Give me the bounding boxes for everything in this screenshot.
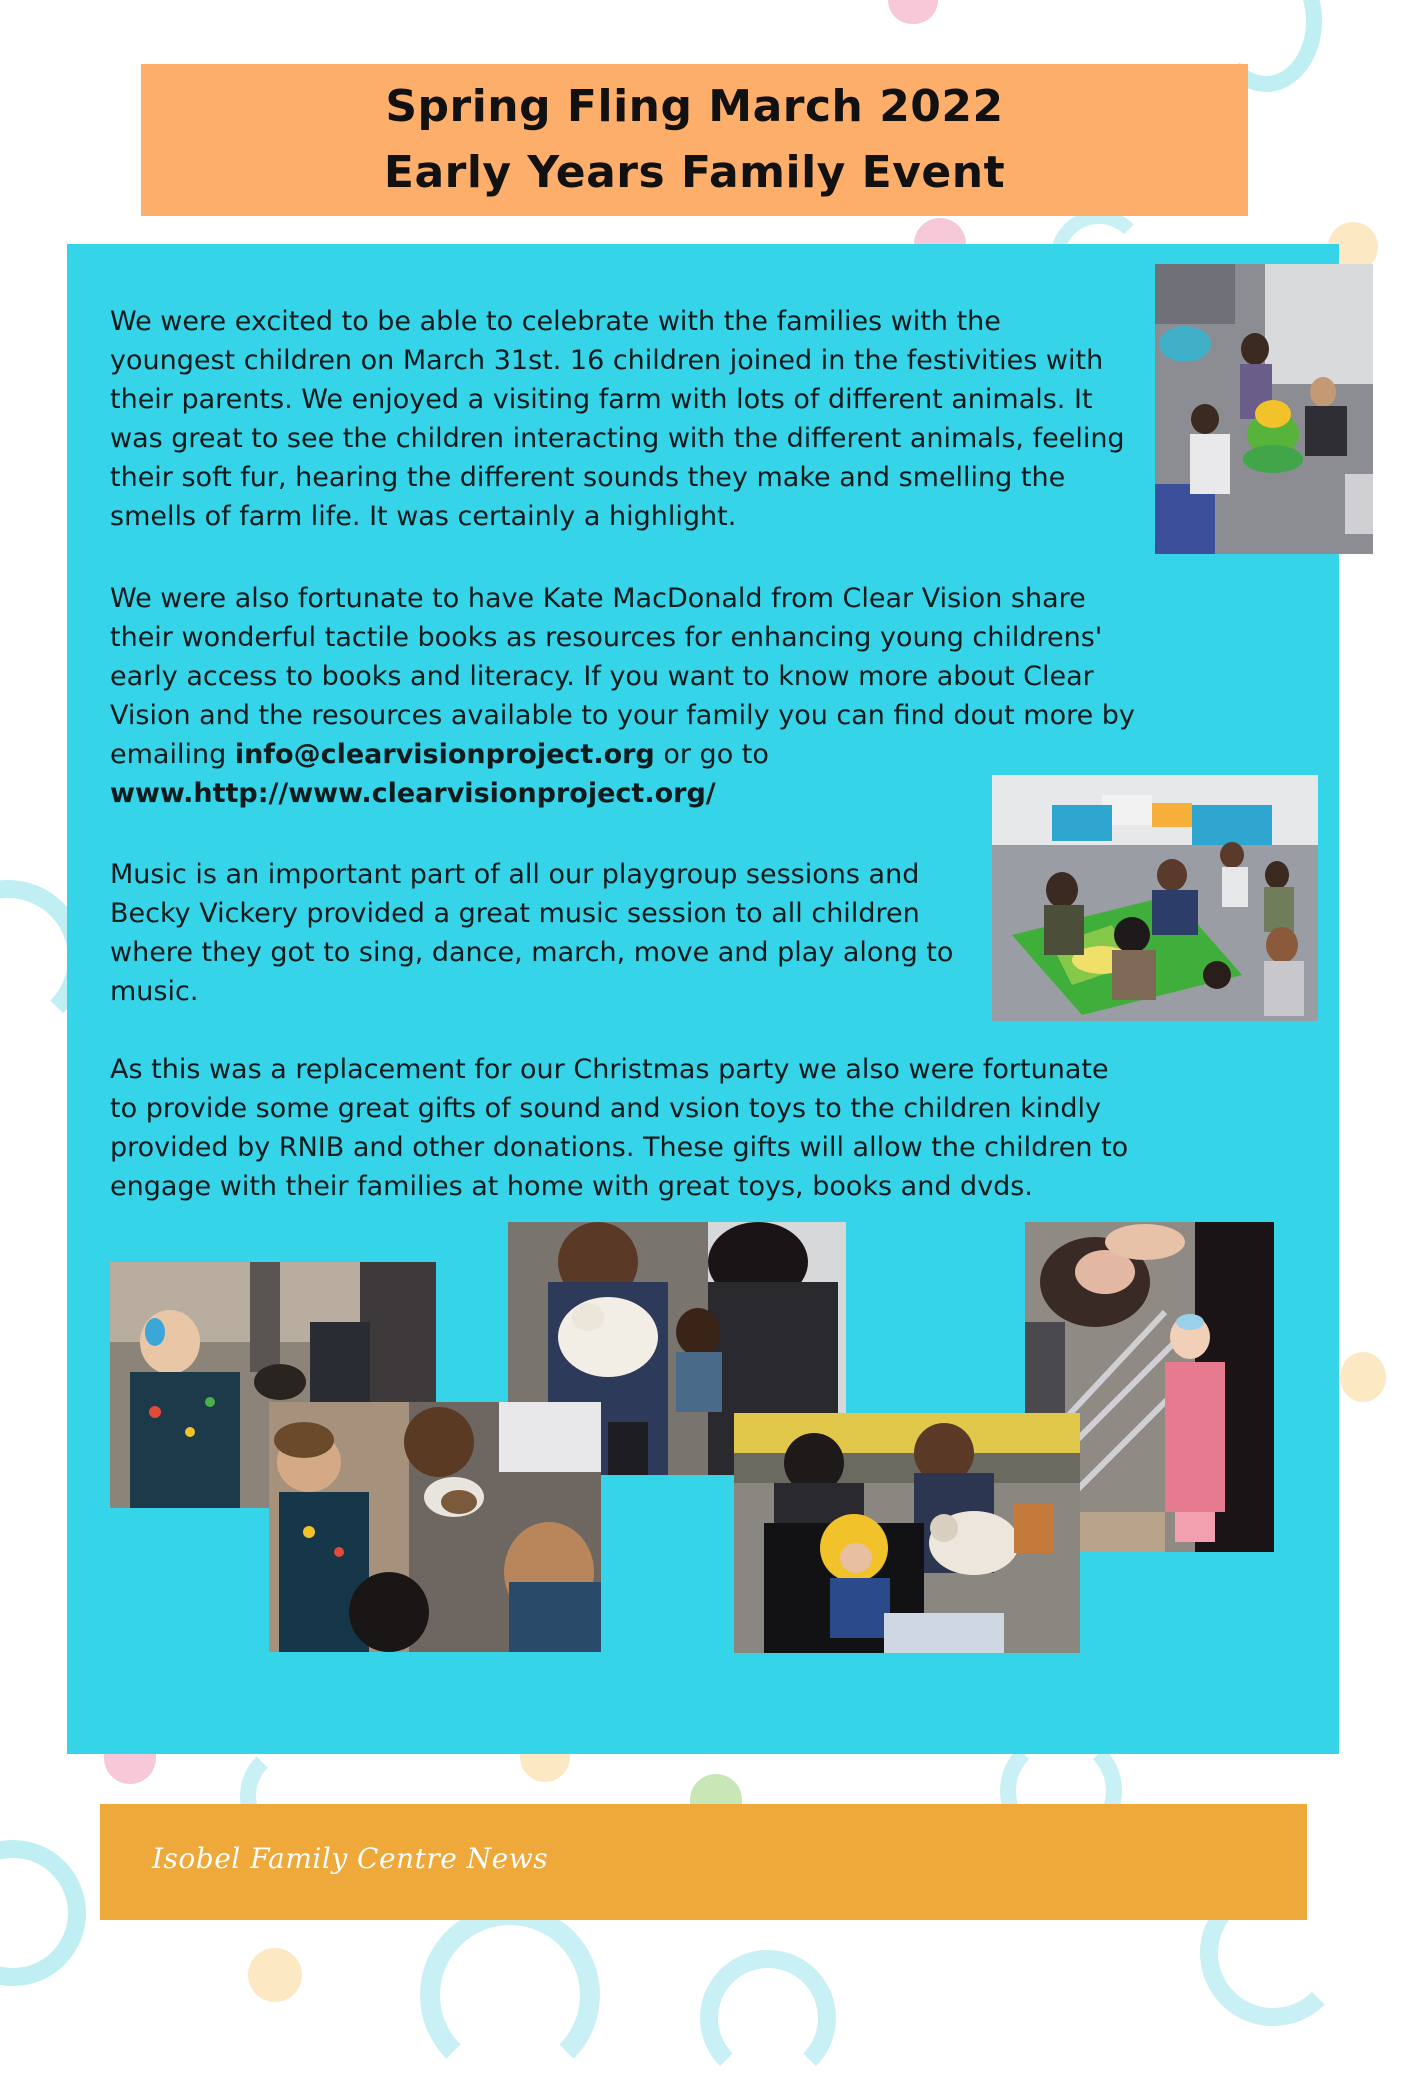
decor-dot xyxy=(888,0,938,24)
decor-dot xyxy=(690,1774,742,1804)
or-go-to-text: or go to xyxy=(663,739,769,770)
decor-dot xyxy=(914,218,966,246)
paragraph-music: Music is an important part of all our playgroup sessions and Becky Vickery provided a great music session to all children where they got to sing, dance, march, move and play along to music. xyxy=(110,859,954,1007)
decor-ring xyxy=(0,1840,86,1986)
decor-dot xyxy=(248,1948,302,2002)
page-title-line1: Spring Fling March 2022 xyxy=(385,81,1004,132)
paragraph-clear-vision-text: We were also fortunate to have Kate MacDonald from Clear Vision share their wonderful tactile books as resources for enhancing young childrens' early access to books and literacy. If you want to know more about Clear Vision and the resources available to your family you can find dout more by emailing xyxy=(110,583,1135,770)
photo-children-with-guinea-pig xyxy=(269,1402,601,1652)
photo-children-playing xyxy=(1155,264,1373,554)
paragraph-farm-visit: We were excited to be able to celebrate with the families with the youngest children on March 31st. 16 children joined in the festivities with their parents. We enjoyed a visiting farm with lots of different animals. It was great to see the children interacting with the different animals, feeling their soft fur, hearing the different sounds they make and smelling the smells of farm life. It was certainly a highlight. xyxy=(110,306,1125,532)
paragraph-gifts: As this was a replacement for our Christmas party we also were fortunate to provide some great gifts of sound and vsion toys to the children kindly provided by RNIB and other donations. These gifts will allow the children to engage with their families at home with great toys, books and dvds. xyxy=(110,1054,1129,1202)
decor-dot xyxy=(104,1754,156,1784)
website-link[interactable]: www.http://www.clearvisionproject.org/ xyxy=(110,778,716,809)
page-title-line2: Early Years Family Event xyxy=(383,147,1006,198)
email-link[interactable]: info@clearvisionproject.org xyxy=(234,739,655,770)
photo-music-session xyxy=(992,775,1318,1021)
photo-child-in-pushchair-with-lamb xyxy=(734,1413,1080,1653)
decor-dot xyxy=(520,1752,570,1782)
decor-ring xyxy=(420,1905,600,2085)
decor-dot xyxy=(1340,1352,1386,1402)
title-banner xyxy=(141,64,1248,216)
footer-banner xyxy=(100,1804,1307,1920)
footer-label: Isobel Family Centre News xyxy=(152,1842,549,1875)
paragraph-clear-vision xyxy=(110,579,1135,813)
decor-ring xyxy=(700,1950,836,2086)
